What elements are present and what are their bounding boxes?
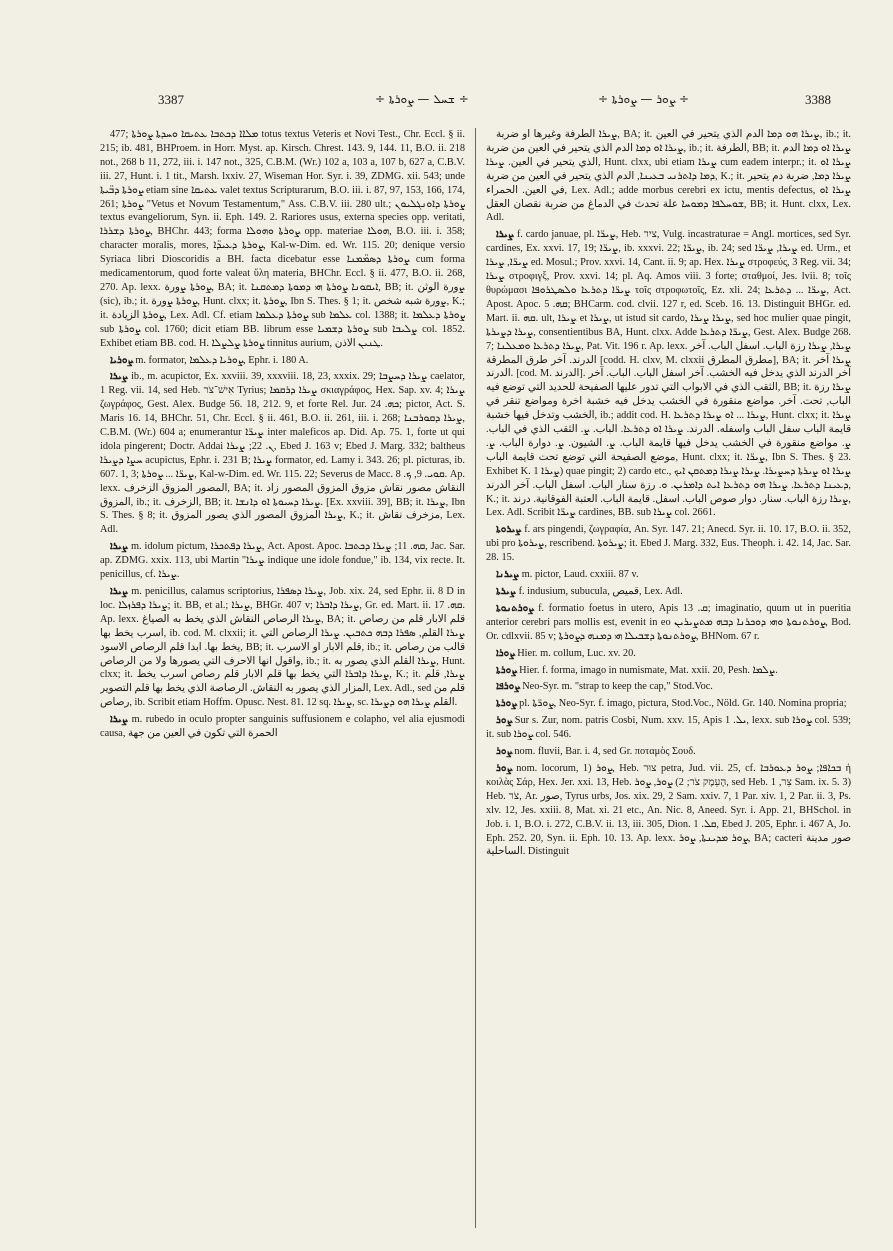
page-number-left: 3387 [158, 92, 184, 107]
entry-text: 477; ܡܠܐܐ ܕܟܬܒܐ ܥܬܝܩܐ ܘܚܕܬܐ ܨܘܪܬܐ totus textus Veteris et Novi Test., Chr. Eccl. § ii. 215; ib. 481, BHProem. in Horr. Myst. ap. Kirsch. Chrest. 143. 9, 144. 11, B.O. ii. 218 not., 268 b 11, 272, iii. i. 147 not., 325, C.B.M. (Wr.) 102 a, 103 a, 107 b, 627 a, C.B.V. iii. 27, Hunt. i. 1 tit., Marsh. lxxiv. 27, Wiseman Hor. Syr. i. 39, ZDMG. xii. 543; unde ܨܘܪܬܐ ܕܒ̈ܝܬܐ etiam sine ܥܬܝܩܐ valet textus Scripturarum, B.O. iii. i. 87, 97, 153, 166, 174, 261; ܨܘܪܬܐ "Vetus et Novum Testamentum," Ass. C.B.V. iii. 280 ult.; ܨܘܪܬܐ ܕܐܘܢܓܠܝܘܢ textus evangeliorum, Syn. ii. Eph. 149. 2. Rariores usus, externa species opp. veritati, ܨܘܪܬܐ ܕܫܪܪܐ, BHChr. 443; forma ܨܘܪܬܐ ܘܗܘܠܐ opp. materiae ܗܘܠܐ, B.O. iii. i. 358; character moralis, mores, ܨܘܪܬܐ ܕܥܝܕ̈ܐ, Kal-w-Dim. ed. Wr. 115. 20; denique versio Syriaca libri Dioscoridis a BH. facta dicebatur esse ܨܘܪܬܐ ܕܣܡ̈ܡܢܐ cum forma medicamentorum, quod forte valeat ὕλη materia, BHChr. Eccl. § ii. 477, B.O. ii. 268, 270. Ap. lexx. ܨܘܪܬܐ ܨورة, BA; it. ܐܝܩܘܢܐ ܨܘܪܬܐ ܗܝ ܕܡܘܬܐ ܕܡܬܩܢܐ, BB; it. ܨورة الوثن (sic), ib.; it. ܨܘܪܬܐ ܨورة, Hunt. clxx; it. ܨܘܪܬܐ, Ibn S. Thes. § 1; it. ܨورة شبه شخص, K.; it. ܨܘܪܬܐ الزيادة, Lex. Adl. Cf. etiam ܨܘܪܬܐ ܕܥܠܡܐ sub ܥܠܡܐ col. 1388; it. ܨܘܪܬܐ ܕܥܠܡܐ sub ܨܘܪܬܐ col. 1760; dicit etiam BB. librum esse ܨܘܪܬܐ ܕܫܡܝܐ sub ܨܠܝܒܐ col. 1852. Exhibet etiam BB. cod. H. ܨܘܪܬܐ ܨܠܨܠܐ tinnitus aurium, ܛܢܝܢ الاذن. [100, 129, 465, 349]
dictionary-entry [100, 128, 465, 351]
entry-text: ܨܝܪܐ الطرفة وغيرها او ضربة, BA; it. ܨܝܪܐ ܗܘ ܕܡܐ الدم الذي يتحير في العين, ib.; it. ܨܝܪܐ ܐܘ ܕܡܐ الدم الذي يتحير في العين من ضربة, ib.; it. الطرفة, BB; it. ܨܝܪܐ ܐܘ ܕܡܐ الدم الذي يتحير في العين. ܨܝܪܐ, Hunt. clxx, ubi etiam ܨܝܪܐ cum eadem interpr.; it. ܨܝܪܐ ܐܘ ܕܡܐ ܕܐܬܪܢܝ ܒܥܝܢܐ, الدم الذي يتحير في العين من ضربة, K.; it. ܨܝܪܐ ܕܡܐ, ضربة دم يتحير في العين. الحمراء, Lex. Adl.; adde morbus cerebri ex ictu, mentis defectus, ܨܝܪܐ ܐܘ ܫܘܚܠܦܐ ܕܡܘܚܐ علة تحدث في الدماغ من ضربة نقصان العقل, BB; it. Hunt. clxx, Lex. Adl. [486, 129, 851, 224]
entry-lemma: ܨܘܪܝܐ [110, 354, 133, 366]
entry-lemma: ܨܝܪܐ [110, 541, 128, 553]
entry-text: f. ars pingendi, ζωγραφία, An. Syr. 147. 21; Anecd. Syr. ii. 10. 17, B.O. ii. 352, ubi pro ܨܝܪܘܬܐ, rescribend. ܨܝܪܘܬܐ; it. Ebed J. Marg. 332, Eus. Theoph. i. 42. 14, Jac. Sar. 28. 15. [486, 524, 851, 564]
dictionary-entry [486, 714, 851, 742]
dictionary-entry [100, 540, 465, 582]
entry-text: m. penicillus, calamus scriptorius, ܨܝܪܐ ܕܣܦܪܐ, Job. xix. 24, sed Ephr. ii. 8 D in loc. ܨܝܪܐ ܕܦܪܙܠܐ; it. BB, et al.; ܨܝܪܐ, BHGr. 407 v; ܨܝܪܐ ܕܐܒܪܐ, Gr. ed. Mart. ii. ܩܗ. 17. Ap. lexx. ܨܝܪܐ الرصاص النقاش الذي يخط به الصياغ, BA; it. قلم الابار قلم من رصاص اسرب يخط بها, ib. cod. M. clxxii; it. ܨܝܪܐ القلم, ܣܦܪܐ ܕܒܗ ܟܬܒܝܢ. ܨܝܪܐ الرصاص التي يخط بها. ابدا قلم الرصاص الاسود, BB; it. قلم الابار او الاسرب, ib.; it. قالب من رصاص واقول انها الاحرف التي يصورها ولا من الرصاص, ib.; it. ܨܝܪܐ القلم الذي يصور به, Hunt. clxx; it. ܨܝܪܐ ܕܐܒܪܐ التي يخط بها قلم الابار قلم رصاص اسرب يخط, K.; it. ܨܝܪܐ, قلم المزار الذي يصور به النقاش. الرصاصة الذي يخط بها قلم التصوير, Lex. Adl., sed قلم من رصاص, ib. Scribit etiam Hoffm. Opusc. Nest. 81. 12 sq. ܨܝܪܐ, sc. القلم ܨܝܪܐ ܗܘ ܕܨܝܪܐ. [100, 586, 465, 709]
dictionary-entry [486, 697, 851, 711]
dictionary-entry [100, 585, 465, 710]
entry-text: pl. ܨܘܪ̈ܬܐ, Neo-Syr. f. imago, pictura, Stod.Voc., Nöld. Gr. 140. Nomina propria; [519, 698, 847, 710]
entry-lemma: ܨܘܪܬܢܘܬܐ [496, 602, 534, 614]
entry-lemma: ܨܘܪܦܐ [496, 681, 520, 693]
entry-lemma: ܨܝܪܢܐ [496, 569, 520, 581]
page-number-right: 3388 [805, 92, 831, 107]
entry-lemma: ܨܝܪܐ [110, 371, 128, 383]
entry-lemma: ܨܘܪܬܐ [496, 664, 517, 676]
left-column [100, 128, 465, 1228]
entry-lemma: ܨܝܪܬܐ [496, 586, 516, 597]
dictionary-entry [486, 647, 851, 661]
entry-text: nom. fluvii, Bar. i. 4, sed Gr. ποταμὸς Σουδ. [514, 746, 696, 758]
dictionary-entry [486, 585, 851, 599]
dictionary-entry [486, 568, 851, 582]
entry-lemma: ܨܘܪ [496, 762, 512, 774]
column-divider [475, 128, 476, 1228]
entry-lemma: ܨܝܪܘܬܐ [496, 524, 522, 536]
entry-lemma: ܨܘܪܬܐ [496, 698, 517, 710]
entry-text: Sur s. Zur, nom. patris Cosbi, Num. xxv. 15, Apis ܝܠ. 1, lexx. sub ܨܘܪܐ col. 539; it. sub ܨܘܪܐ col. 546. [486, 715, 851, 741]
dictionary-entry [486, 128, 851, 225]
entry-text: Hier. m. collum, Luc. xv. 20. [517, 647, 636, 659]
dictionary-entry [486, 664, 851, 678]
entry-text: f. formatio foetus in utero, Apis ܩ. 13; imaginatio, quum ut in pueritia anterior cerebri pars mollis est, evenit in eo ܨܘܪܬܢܘܬܐ ܘܗܝ ܕܘܟܪܢܐ ܕܒܗ ܡܬܨܝܪܝܢ, Bod. Or. cdlxvii. 85 v; ܨܘܪܬܢܘܬܐ ܕܫܒܝܠܐ ܗܝ ܕܡܢܗ ܕܨܘܪܬܐ, BHNom. 67 r. [486, 602, 851, 642]
entry-lemma: ܨܝܪܐ [110, 586, 128, 597]
entry-text: m. formator, ܨܘܪܝܐ ܕܥܠܡܐ, Ephr. i. 180 A. [135, 354, 309, 366]
entry-text: m. rubedo in oculo propter sanguinis suffusionem e colapho, vel alia ejusmodi causa, الحمرة التي تكون في العين من جهة [100, 714, 465, 740]
entry-lemma: ܨܝܪܐ [110, 714, 128, 726]
entry-lemma: ܨܘܪ [496, 746, 512, 758]
entry-lemma: ܨܘܪܐ [496, 647, 515, 659]
entry-text: m. pictor, Laud. cxxiii. 87 v. [521, 569, 639, 581]
entry-text: Neo-Syr. m. "strap to keep the cap," Stod.Voc. [522, 681, 713, 693]
dictionary-entry [100, 354, 465, 368]
dictionary-entry [100, 370, 465, 537]
dictionary-entry [486, 762, 851, 859]
entry-text: f. cardo januae, pl. ܨܝܪ̈ܐ, Heb. ציר, Vulg. incastraturae = Angl. mortices, sed Syr. cardines, Ex. xxvi. 17, 19; ܨܝܪ̈ܐ, ib. xxxvi. 22; ܨܝܪ̈ܐ, ib. 24; sed ܨܝܪܐ, ܨܝܪ̈ܐ ed. Urm., et ܨܝܪ̈ܐ, ܨܝܪܐ ed. Mosul.; Prov. xxvi. 14, Cant. ii. 9; ap. Hex. ܨܝܪܐ στροφεύς, 3 Reg. vii. 34; ܨܝܪܐ στροφιγξ, Prov. xxvi. 14; pl. Aq. Amos viii. 3 forte; σταθμοί, Jes. lvii. 8; τοῖς θυρώμασι ܨܝܪ̈ܐ ܕܬܪܥܐ ܘܠܣܛܪܘܦܐ τοῖς στροφωτοῖς, Ez. xli. 24; ܨܝܪ̈ܐ ... ܕܬܪܥܐ, Act. Apost. Apoc. ܩܗ. 5; BHCarm. cod. clvii. 127 r, ed. Sceb. 16. 13. Distinguit BHGr. ed. Mart. ii. ܩܗ. ult, ܨܝܪܐ et ܨܝܪܐ, ut istud sit cardo, ܨܝܪܐ ܨܝܪܐ, sed hoc mulier quae pingit, ܨܝܪܐ ܕܨܝܪܬܐ, consentientibus BA, Hunt. clxx. Adde ܨܝܪ̈ܐ ܕܬܪܥܐ, Gest. Alex. Budge 268. 7; ܨܝܪܐ ܕܬܪܥܐ ܘܡܥܠܢܐ, Pat. Vit. 196 r. Ap. lexx. ܨܝܪܐ, ܨܝܪܐ رزة الباب. اسفل الباب. آخر الدرند. آخر طرق المطرقة [codd. H. clxv, M. clxxii مطرق المطرق], BA; it. ܨܝܪܐ آخر الدرند. [cod. M. الدرند]. آخر الدرند الذي يدخل فيه الخشب. آخر اسفل الباب. الباب. آخر الثقب الذي في الابواب التي تدور عليها الصفيحة للحديد التي توضع فيه, BB; it. ܨܝܪܐ رزة الباب, تحت. آخر. مواضع منقورة في الخشب يدخل فيه خشبة اخرة ومواضع تنقر في الخشب وتدخل فيها خشبة, ib.; addit cod. H. ܨܝܪܐ ... ܐܘ ܨܝܪܐ ܕܬܪܥܐ, Hunt. clxx; it. ܨܝܪܐ قايمة الباب سفل الباب واسفله. الدرند. ܨܝܪܐ ܐܘ ܕܬܪܥܐ. الباب. ܨ. الثقب الذي في الباب. ܨ. مواضع منقورة في الخشب يدخل فيها قايمة الباب. ܨ. الشيون. ܨ. دوارة الباب. ܨ. موضع الصفيحة التي توضع تحت قايمة الباب, Hunt. clxx; it. ܨܝܪ̈ܐ, Ibn S. Thes. § 23. Exhibet K. ܨܝܪܐ 1) quae pingit; 2) cardo etc., ܨܝܪܐ ܐܘ ܨܝܪܬܐ ܕܚܨܝܪܐ. ܨܝܪܐ ܨܝܪܐ ܕܡܬܩܢ ܐܝܟ ܕܥܝܢܐ ܕܬܪܥܐ. ܨܝܪܐ ܗܘ ܕܬܪܥܐ ܐܝܬ ܕܐܡܪܝܢ. ܘ. رزة سنار الباب. اسفل الباب. آخر الدرند, K.; it. ܨܝܪܐ رزة الباب. سنار. دوار صوص الباب. اسفل. قايمة الباب. العتبة الفوقانية. درند, Lex. Adl. Scribit ܨܝܪ̈ܐ cardines, BB. sub ܨܝܪܐ col. 2661. [486, 229, 851, 519]
entry-lemma: ܨܝܪܐ [496, 229, 514, 241]
entry-text: ib., m. acupictor, Ex. xxviii. 39, xxxviii. 18, 23, xxxix. 29; ܨܝܪܐ ܕܚܨܒܐ caelator, 1 Reg. vii. 14, sed Heb. אִישׁ־צֹר Tyrius; ܨܝܪܐ ܕܪܩܡܐ σκιαγράφος, Hex. Sap. xv. 4; ܨܝܪܐ ζωγράφος, Gest. Alex. Budge 56. 18, 212. 9, et forte Rel. Jur. ܟܗ. 24; pictor, Act. S. Maris 16. 14, BHChr. 51, Chr. Eccl. § ii. 461, B.O. ii. 261, iii. i. 268; ܨܝܪܐ ܕܩܘܪܒܢܐ, C.B.M. (Wr.) 604 a; enumerantur ܨܝܪ̈ܐ inter maleficos ap. Did. Ap. 75. 1, forte ut qui idola pingerent; Doctr. Addai ܢ. 22; ܨܝܪܐ, Ebed J. 163 v; Ebed J. Marg. 332; baltheus ܚܨܐ ܕܨܝܪܐ acupictus, Ephr. i. 231 B; ܨܝܪܐ formator, ed. Lamy i. 343. 26; pl. picturas, ib. 607. 1, 3; ܨܝܪ̈ܐ ... ܨܘܪܬܐ, Kal-w-Dim. ed. Wr. 115. 22; Severus de Macc. ܩܘܝ. 9, ܟ. 8. Ap. lexx. المصور المزوق الزخرف, BA; it. النقاش مصور نقاش مزوق المزوق المصور زاد المزوق, ib.; it. الزخرف, BB; it. ܨܝܪܐ ܕܚܝܘܬܐ ܐܘ ܕܐܢܫܐ. [Ex. xxviii. 39], BB; it. ܨܝܪܐ, Ibn S. Thes. § 8; it. ܨܝܪܐ المزوق المصور الذي يصور المزوق, K.; it. مزخرف نقاش, Lex. Adl. [100, 371, 465, 536]
dictionary-entry [100, 713, 465, 741]
running-title-right: ÷ ܨܘܪ — ܨܘܪܬܐ ÷ [598, 92, 690, 106]
entry-text: nom. locorum, 1) ܨܘܪ, Heb. צוּר petra, Jud. vii. 25, cf. ܒܟܐܦܐ; ܨܘܪ ܕܥܘܪܒܐ ἡ κοιλὰς Σάρ, Hex. Jer. xxi. 13, Heb. הָעֵמֶק צֹר; 2) ܨܘܪ, ܨܘܪ, sed Heb. צֵר, 1 Sam. ix. 5. 3) Heb. צֹר, Ar. صور, Tyrus urbs, Jos. xix. 29, 2 Sam. xxiv. 7, 1 Par. xiv. 1, 2 Par. ii. 3, Ps. xlv. 12, Jes. xxiii. 8, Mat. xi. 21 etc., An. Nic. 8, Aneed. Syr. i. App. 21, BHSchol. in Job. i. 1, B.O. i. 272, C.B.V. ii. 13, iii. 305, Dion. ܩܠ. 1, Ebed J. 205, Ephr. i. 467 A, Jo. Eph. 252. 20, Syn. ii. Eph. 10. 13. Ap. lexx. ܨܘܪ ܡܕܝܢܬܐ, ܨܘܪ, BA; cacteri صور مدينة الساحلية. Distinguit [486, 762, 851, 858]
entry-text: f. indusium, subucula, قميص, Lex. Adl. [518, 586, 683, 597]
dictionary-entry [486, 680, 851, 694]
dictionary-entry [486, 228, 851, 520]
entry-lemma: ܨܘܪ [496, 715, 512, 727]
running-title-left: ÷ ܫܚܠ — ܨܘܪܬܐ ÷ [375, 92, 469, 106]
entry-text: Hier. f. forma, imago in numismate, Mat. xxii. 20, Pesh. ܨܠܡܐ. [519, 664, 778, 676]
dictionary-entry [486, 602, 851, 644]
dictionary-entry [486, 745, 851, 759]
dictionary-entry [486, 523, 851, 565]
entry-text: m. idolum pictum, ܨܝܪܐ ܕܦܬܟܪܐ, Act. Apost. Apoc. ܩܗ. 11; ܨܝܪܐ ܕܟܬܒܐ, Jac. Sar. ap. ZDMG. xxix. 113, ubi Martin "ܨܝܪܐ indique une idole fondue," ib. 134, vix recte. It. penicillus, cf. ܨܝܪܐ. [100, 541, 465, 581]
right-column [486, 128, 851, 1228]
